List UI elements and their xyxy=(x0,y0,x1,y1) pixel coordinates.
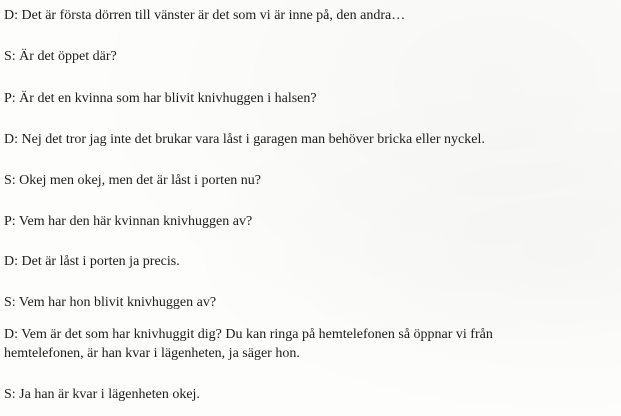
transcript-line-5: S: Okej men okej, men det är låst i porten nu? xyxy=(4,173,261,188)
transcript-line-2: S: Är det öppet där? xyxy=(4,49,117,64)
transcript-line-8: S: Vem har hon blivit knivhuggen av? xyxy=(4,295,217,310)
transcript-line-3: P: Är det en kvinna som har blivit knivhuggen i halsen? xyxy=(4,91,317,106)
transcript-line-6: P: Vem har den här kvinnan knivhuggen av? xyxy=(4,214,253,229)
transcript-line-10: hemtelefonen, är han kvar i lägenheten, ja säger hon. xyxy=(4,346,300,361)
transcript-line-1: D: Det är första dörren till vänster är det som vi är inne på, den andra… xyxy=(4,8,406,23)
transcript-line-4: D: Nej det tror jag inte det brukar vara låst i garagen man behöver bricka eller nyckel. xyxy=(4,132,485,147)
transcript-line-9: D: Vem är det som har knivhuggit dig? Du kan ringa på hemtelefonen så öppnar vi från xyxy=(4,327,493,342)
transcript-line-11: S: Ja han är kvar i lägenheten okej. xyxy=(4,387,200,402)
transcript-line-7: D: Det är låst i porten ja precis. xyxy=(4,254,180,269)
